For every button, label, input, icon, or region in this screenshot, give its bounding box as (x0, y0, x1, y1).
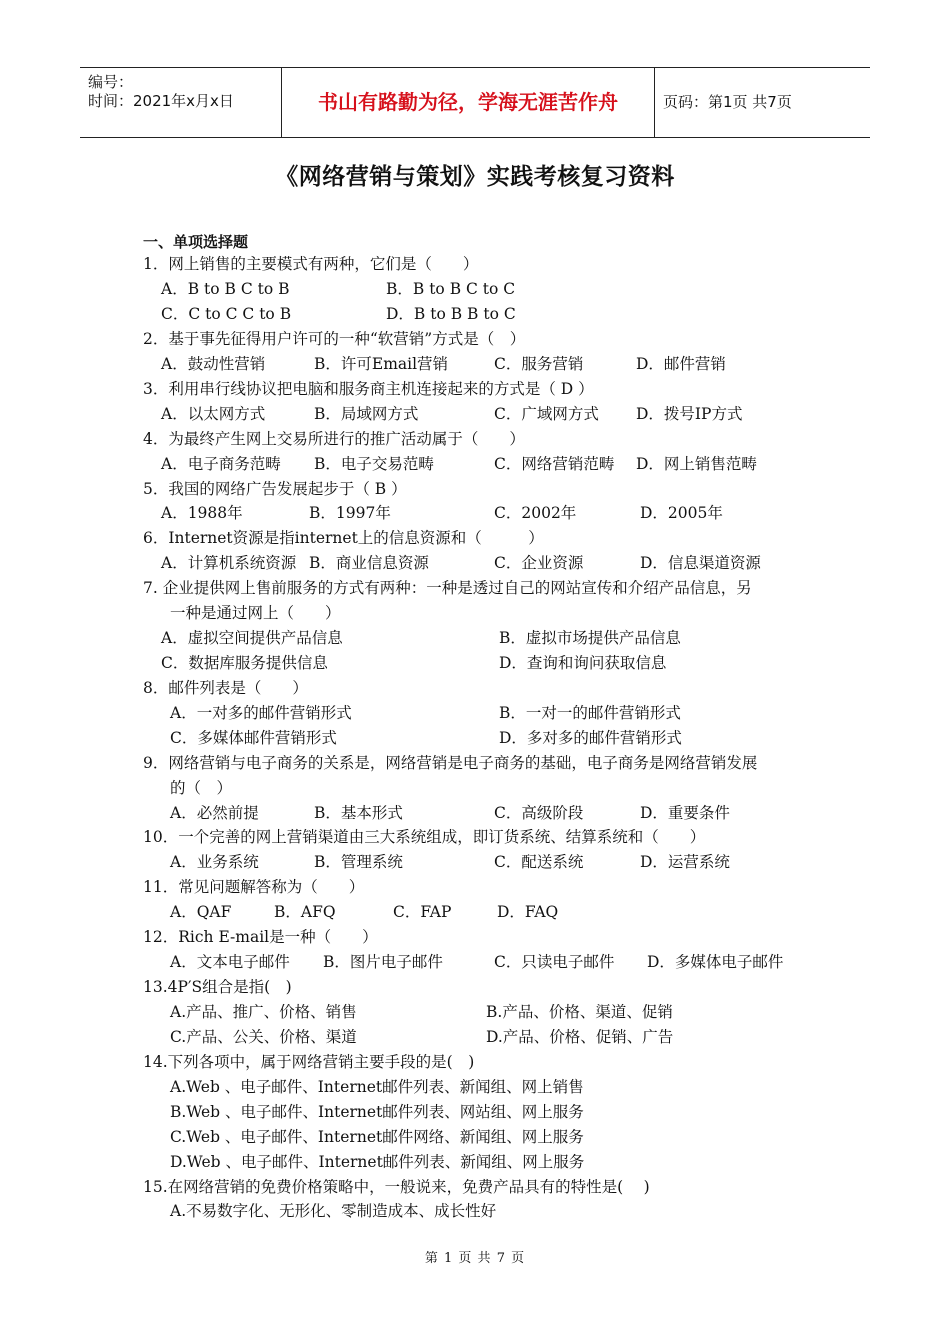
question-stem: 13.4P′S组合是指( ) (143, 978, 292, 996)
answer-option: C.Web 、电子邮件、Internet邮件网络、新闻组、网上服务 (170, 1128, 584, 1146)
answer-option: C．2002年 (494, 504, 577, 522)
answer-option: C．企业资源 (494, 554, 584, 572)
number-label: 编号： (88, 73, 134, 91)
answer-option: A.不易数字化、无形化、零制造成本、成长性好 (170, 1202, 497, 1220)
document-title: 《网络营销与策划》实践考核复习资料 (275, 164, 675, 190)
question-stem: 14.下列各项中，属于网络营销主要手段的是( ) (143, 1053, 475, 1071)
answer-option: D．FAQ (497, 903, 559, 921)
answer-option: A．必然前提 (170, 804, 259, 822)
answer-option: A．一对多的邮件营销形式 (170, 704, 352, 722)
answer-option: A．QAF (170, 903, 232, 921)
page-footer: 第 1 页 共 7 页 (424, 1251, 526, 1266)
answer-option: B．AFQ (274, 903, 336, 921)
answer-option: A．文本电子邮件 (170, 953, 290, 971)
answer-option: C．服务营销 (494, 355, 584, 373)
answer-option: D.Web 、电子邮件、Internet邮件列表、新闻组、网上服务 (170, 1153, 585, 1171)
answer-option: C．多媒体邮件营销形式 (170, 729, 337, 747)
answer-option: D．网上销售范畴 (636, 455, 757, 473)
answer-option: B．管理系统 (314, 853, 403, 871)
answer-option: A.产品、推广、价格、销售 (170, 1003, 357, 1021)
question-stem: 11．常见问题解答称为（ ） (143, 878, 365, 896)
answer-option: A．鼓动性营销 (161, 355, 266, 373)
question-stem: 15.在网络营销的免费价格策略中，一般说来，免费产品具有的特性是( ) (143, 1178, 650, 1196)
page-code: 页码：第1页 共7页 (663, 93, 792, 111)
answer-option: D．2005年 (640, 504, 723, 522)
answer-option: C．C to C C to B (161, 305, 292, 323)
answer-option: A．1988年 (161, 504, 243, 522)
answer-option: C．广域网方式 (494, 405, 599, 423)
answer-option: B．一对一的邮件营销形式 (499, 704, 681, 722)
answer-option: B．商业信息资源 (309, 554, 429, 572)
question-stem: 4．为最终产生网上交易所进行的推广活动属于（ ） (143, 430, 525, 448)
section-heading: 一、单项选择题 (143, 233, 249, 251)
question-stem: 7. 企业提供网上售前服务的方式有两种：一种是透过自己的网站宣传和介绍产品信息，另 (143, 579, 752, 597)
answer-option: A．电子商务范畴 (161, 455, 281, 473)
question-stem: 8．邮件列表是（ ） (143, 679, 308, 697)
answer-option: D.产品、价格、促销、广告 (486, 1028, 674, 1046)
answer-option: A.Web 、电子邮件、Internet邮件列表、新闻组、网上销售 (170, 1078, 584, 1096)
motto: 书山有路勤为径，学海无涯苦作舟 (281, 68, 655, 137)
answer-option: C.产品、公关、价格、渠道 (170, 1028, 357, 1046)
question-stem: 2．基于事先征得用户许可的一种“软营销”方式是（ ） (143, 330, 526, 348)
question-stem: 6．Internet资源是指internet上的信息资源和（ ） (143, 529, 544, 547)
question-stem: 的（ ） (170, 779, 233, 797)
answer-option: A．以太网方式 (161, 405, 266, 423)
answer-option: D．B to B B to C (386, 305, 516, 323)
answer-option: A．计算机系统资源 (161, 554, 297, 572)
answer-option: B．1997年 (309, 504, 391, 522)
question-stem: 5．我国的网络广告发展起步于（ B ） (143, 480, 407, 498)
question-stem: 一种是通过网上（ ） (170, 604, 341, 622)
page-header (80, 67, 870, 138)
question-stem: 10．一个完善的网上营销渠道由三大系统组成，即订货系统、结算系统和（ ） (143, 828, 706, 846)
answer-option: B.Web 、电子邮件、Internet邮件列表、网站组、网上服务 (170, 1103, 584, 1121)
question-stem: 9．网络营销与电子商务的关系是，网络营销是电子商务的基础，电子商务是网络营销发展 (143, 754, 758, 772)
time-label: 时间：2021年x月x日 (88, 92, 234, 110)
answer-option: B.产品、价格、渠道、促销 (486, 1003, 673, 1021)
answer-option: D．多媒体电子邮件 (647, 953, 784, 971)
answer-option: B．局域网方式 (314, 405, 419, 423)
answer-option: D．查询和询问获取信息 (499, 654, 667, 672)
answer-option: D．运营系统 (640, 853, 730, 871)
answer-option: D．信息渠道资源 (640, 554, 761, 572)
answer-option: C．网络营销范畴 (494, 455, 615, 473)
answer-option: D．邮件营销 (636, 355, 726, 373)
answer-option: D．多对多的邮件营销形式 (499, 729, 682, 747)
answer-option: C．FAP (393, 903, 452, 921)
answer-option: D．重要条件 (640, 804, 730, 822)
answer-option: B．许可Email营销 (314, 355, 449, 373)
answer-option: B．图片电子邮件 (323, 953, 443, 971)
answer-option: C．数据库服务提供信息 (161, 654, 328, 672)
answer-option: A．B to B C to B (161, 280, 290, 298)
answer-option: A．虚拟空间提供产品信息 (161, 629, 343, 647)
answer-option: B．B to B C to C (386, 280, 516, 298)
answer-option: B．基本形式 (314, 804, 403, 822)
question-stem: 12．Rich E-mail是一种（ ） (143, 928, 378, 946)
answer-option: A．业务系统 (170, 853, 259, 871)
question-stem: 1．网上销售的主要模式有两种，它们是（ ） (143, 255, 479, 273)
question-stem: 3．利用串行线协议把电脑和服务商主机连接起来的方式是（ D ） (143, 380, 594, 398)
answer-option: C．只读电子邮件 (494, 953, 615, 971)
answer-option: D．拨号IP方式 (636, 405, 743, 423)
answer-option: C．配送系统 (494, 853, 584, 871)
answer-option: C．高级阶段 (494, 804, 584, 822)
answer-option: B．电子交易范畴 (314, 455, 434, 473)
answer-option: B．虚拟市场提供产品信息 (499, 629, 681, 647)
header-left-cell (80, 68, 280, 137)
